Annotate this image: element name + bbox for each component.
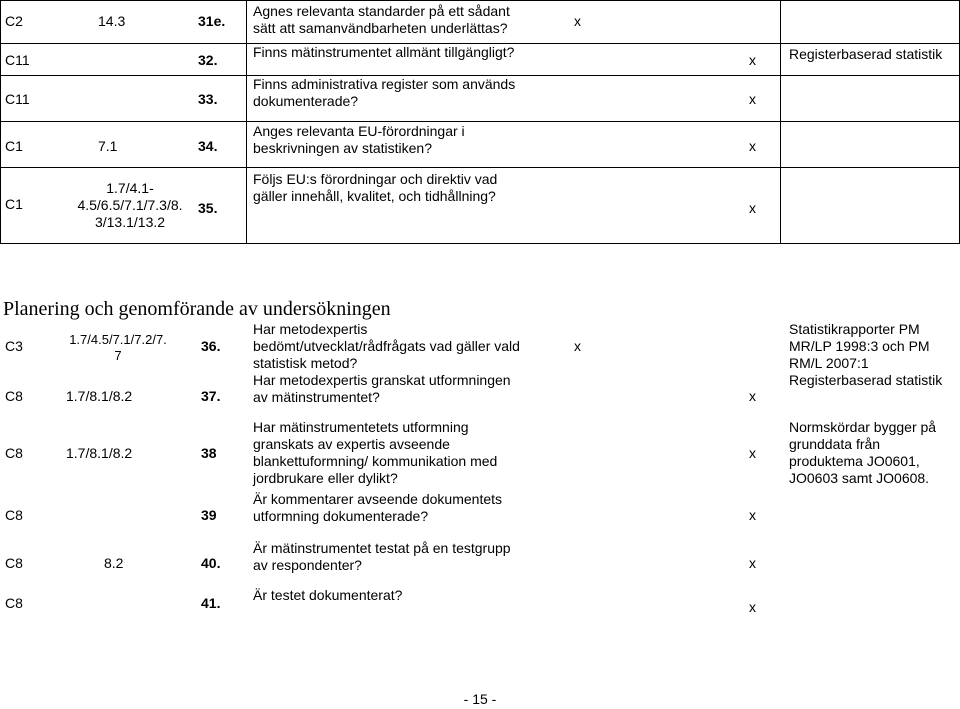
row-ref: 1.7/8.1/8.2 [66,388,133,404]
row-question: Har mätinstrumentetets utformning granskats av expertis avseende blankettuformning/ kommunikation med jordbrukare eller dylikt? [253,419,498,486]
row-code: C8 [5,507,23,523]
row-question: Agnes relevanta standarder på ett sådant sätt att samanvändbarheten underlättas? [253,3,510,36]
row-number: 32. [198,52,218,68]
row-number: 41. [201,595,221,611]
row-number: 36. [201,338,221,354]
row-question: Är mätinstrumentet testat på en testgrupp av respondenter? [253,540,511,573]
row-code: C1 [5,138,23,154]
row-ref: 14.3 [98,13,126,29]
row-ref: 1.7/4.1- 4.5/6.5/7.1/7.3/8. 3/13.1/13.2 [77,180,183,230]
row-code: C8 [5,445,23,461]
row-note: Normskördar bygger på grunddata från produktema JO0601, JO0603 samt JO0608. [789,419,937,486]
section-heading: Planering och genomförande av undersökningen [3,298,391,320]
row-number: 34. [198,138,218,154]
table-border [0,0,960,1]
row-question: Har metodexpertis bedömt/utvecklat/rådfrågats vad gäller vald statistisk metod? [253,321,520,371]
row-mark-a: x [574,338,581,354]
row-number: 40. [201,555,221,571]
row-code: C3 [5,338,23,354]
row-code: C2 [5,13,23,29]
row-mark-b: x [749,445,756,461]
row-ref: 8.2 [104,555,124,571]
column-divider [246,0,247,244]
row-ref: 1.7/4.5/7.1/7.2/7. 7 [69,332,167,363]
row-code: C11 [5,52,30,68]
row-mark-a: x [574,13,581,29]
row-code: C11 [5,91,30,107]
row-question: Finns mätinstrumentet allmänt tillgängligt? [253,44,515,60]
row-ref: 7.1 [98,138,118,154]
row-question: Följs EU:s förordningar och direktiv vad gäller innehåll, kvalitet, och tidhållning? [253,171,498,204]
row-code: C8 [5,388,23,404]
row-number: 31e. [198,13,226,29]
row-ref: 1.7/8.1/8.2 [66,445,133,461]
row-question: Är testet dokumenterat? [253,587,403,603]
row-mark-b: x [749,52,756,68]
row-code: C8 [5,595,23,611]
row-divider [0,121,960,122]
column-divider [780,0,781,244]
row-question: Är kommentarer avseende dokumentets utformning dokumenterade? [253,491,503,524]
row-number: 37. [201,388,221,404]
row-note: Statistikrapporter PM MR/LP 1998:3 och PM RM/L 2007:1 [789,321,930,371]
row-mark-b: x [749,555,756,571]
row-mark-b: x [749,91,756,107]
row-mark-b: x [749,599,756,615]
row-divider [0,243,960,244]
row-mark-b: x [749,507,756,523]
row-mark-b: x [749,200,756,216]
row-question: Finns administrativa register som används dokumenterade? [253,76,516,109]
row-note: Registerbaserad statistik [789,46,943,62]
row-code: C8 [5,555,23,571]
row-number: 38 [201,445,217,461]
row-number: 39 [201,507,217,523]
page-number: - 15 - [463,691,497,707]
row-code: C1 [5,196,23,212]
row-mark-b: x [749,388,756,404]
row-note: Registerbaserad statistik [789,372,943,388]
row-question: Anges relevanta EU-förordningar i beskrivningen av statistiken? [253,123,465,156]
row-mark-b: x [749,138,756,154]
table-border [0,0,1,244]
row-number: 33. [198,91,218,107]
row-number: 35. [198,200,218,216]
row-divider [0,167,960,168]
row-question: Har metodexpertis granskat utformningen av mätinstrumentet? [253,372,511,405]
